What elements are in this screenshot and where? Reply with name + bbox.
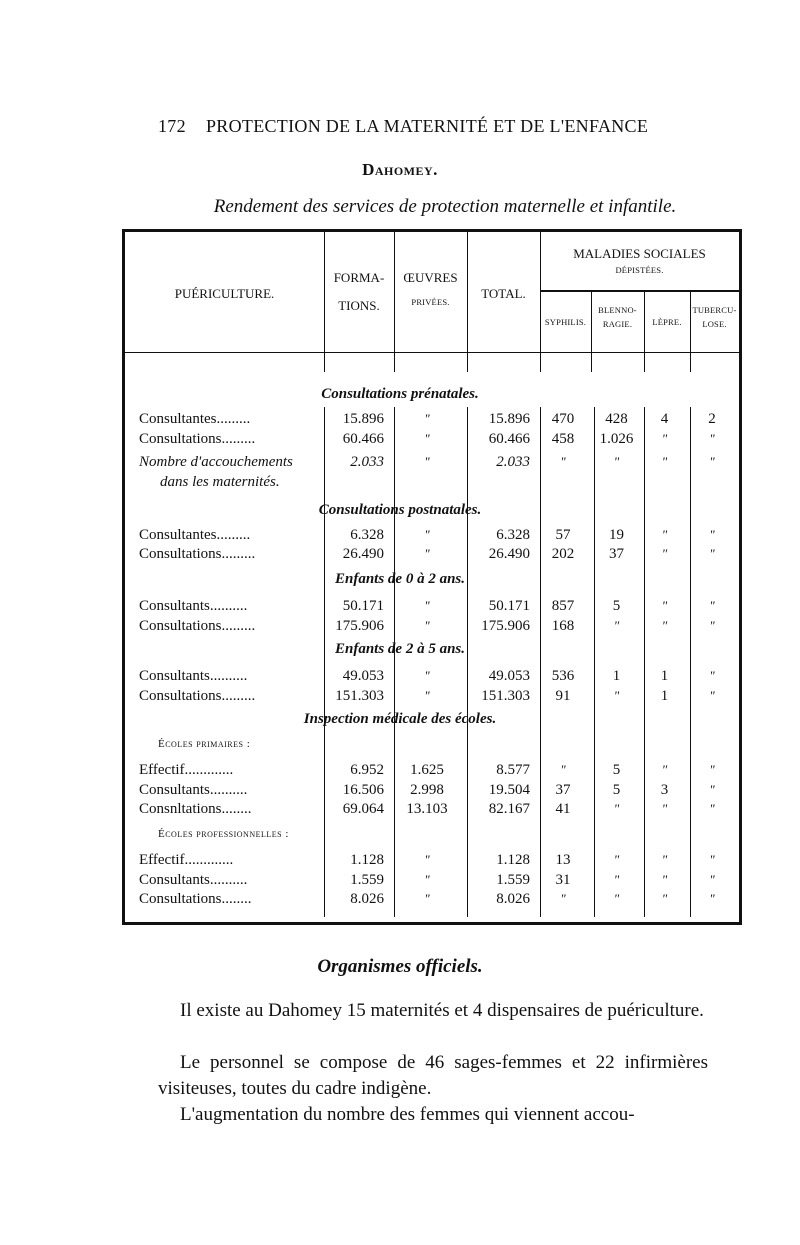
section-enfants-0-2: Enfants de 0 à 2 ans. [334,571,466,587]
cell-total: 1.559 [496,872,530,888]
cell-lepre: 1 [660,688,669,704]
cell-tuberculose: " [709,618,715,633]
cell-oeuvres: " [424,688,430,703]
cell-blennoragie: " [613,852,620,867]
cell-formations: 60.466 [342,431,384,447]
cell-syphilis: " [560,762,566,777]
row-label: Consultations......... [139,431,256,447]
col-rule-6 [644,292,645,372]
row-label: dans les maternités. [160,474,280,490]
header-maladies: MALADIES SOCIALES DÉPISTÉES. [573,246,706,275]
cell-formations: 1.559 [350,872,384,888]
cell-blennoragie: 19 [609,527,624,543]
cell-oeuvres: " [424,454,430,469]
table-row [122,430,742,448]
cell-oeuvres: " [424,598,430,613]
table-subtitle: Rendement des services de protection maternelle et infantile. [213,196,677,217]
cell-syphilis: 470 [551,411,575,427]
section-inspection: Inspection médicale des écoles. [303,711,497,727]
cell-blennoragie: 1 [612,668,621,684]
section-postnatal: Consultations postnatales. [318,502,482,518]
cell-syphilis: 458 [551,431,575,447]
cell-formations: 69.064 [342,801,384,817]
cell-total: 49.053 [488,668,530,684]
table-row [122,851,742,869]
paragraph-2: Le personnel se compose de 46 sages-femmes et 22 infirmières visiteuses, toutes du cadre indigène. [158,1052,708,1099]
header-blennoragie: BLENNO- RAGIE. [598,305,637,329]
table-row [122,453,742,471]
page-number: 172 [158,116,186,136]
row-label: Effectif............. [139,762,234,778]
row-label: Consultations........ [139,891,252,907]
cell-syphilis: 168 [551,618,575,634]
maladies-rule [540,290,739,292]
table-row [122,526,742,544]
cell-total: 19.504 [488,782,530,798]
cell-syphilis: 202 [551,546,575,562]
cell-tuberculose: " [709,891,715,906]
section-prenatal: Consultations prénatales. [321,386,479,402]
cell-blennoragie: " [613,454,620,469]
cell-syphilis: 13 [555,852,571,868]
row-label: Consultations......... [139,618,256,634]
cell-oeuvres: " [424,431,430,446]
cell-syphilis: 57 [555,527,571,543]
cell-total: 1.128 [496,852,530,868]
cell-tuberculose: 2 [708,411,716,427]
cell-blennoragie: 5 [612,762,621,778]
cell-tuberculose: " [709,431,715,446]
header-oeuvres: ŒUVRES PRIVÉES. [403,270,458,307]
cell-total: 175.906 [481,618,530,634]
cell-tuberculose: " [709,782,715,797]
paragraph-1: Il existe au Dahomey 15 maternités et 4 dispensaires de puériculture. [180,1000,704,1021]
cell-tuberculose: " [709,454,715,469]
row-label: Consultations......... [139,688,256,704]
cell-oeuvres: " [424,411,430,426]
cell-blennoragie: 1.026 [599,431,634,447]
cell-oeuvres: " [424,527,430,542]
group-ecoles-professionnelles: Écoles professionnelles : [158,828,289,840]
cell-tuberculose: " [709,762,715,777]
cell-lepre: " [661,527,668,542]
cell-syphilis: 41 [555,801,571,817]
cell-lepre: " [661,454,668,469]
cell-total: 82.167 [488,801,530,817]
cell-tuberculose: " [709,801,715,816]
cell-blennoragie: " [613,801,620,816]
cell-syphilis: 536 [551,668,575,684]
table-row [122,781,742,799]
cell-tuberculose: " [709,872,715,887]
header-tuberculose: TUBERCU- LOSE. [692,305,737,329]
header-rule [125,352,739,353]
cell-lepre: " [661,546,668,561]
cell-formations: 8.026 [350,891,384,907]
cell-total: 6.328 [496,527,530,543]
header-lepre: LÈPRE. [652,317,682,327]
cell-total: 15.896 [488,411,530,427]
cell-oeuvres: 1.625 [410,762,444,778]
header-formations: FORMA- TIONS. [333,270,385,313]
table-row [122,597,742,615]
table-row [122,871,742,889]
cell-formations: 151.303 [335,688,384,704]
cell-syphilis: 857 [551,598,575,614]
cell-syphilis: 31 [555,872,571,888]
cell-formations: 49.053 [342,668,384,684]
cell-blennoragie: 428 [605,411,628,427]
header-total: TOTAL. [481,286,526,301]
running-header [158,116,658,137]
cell-tuberculose: " [709,527,715,542]
table-row [122,617,742,635]
section-enfants-2-5: Enfants de 2 à 5 ans. [334,641,466,657]
table-row [122,800,742,818]
cell-oeuvres: " [424,546,430,561]
cell-oeuvres: " [424,891,430,906]
cell-syphilis: " [560,891,566,906]
paragraph-3: L'augmentation du nombre des femmes qui viennent accou- [180,1104,635,1125]
cell-formations: 26.490 [342,546,384,562]
country-heading: Dahomey. [362,160,438,179]
cell-oeuvres: " [424,872,430,887]
row-label: Consultantes......... [139,411,251,427]
cell-tuberculose: " [709,852,715,867]
row-label: Consultations......... [139,546,256,562]
cell-tuberculose: " [709,546,715,561]
cell-lepre: " [661,801,668,816]
cell-lepre: 1 [660,668,669,684]
cell-lepre: 3 [660,782,669,798]
cell-blennoragie: 37 [609,546,624,562]
table-row [122,890,742,908]
row-label: Consultantes......... [139,527,251,543]
cell-total: 8.577 [496,762,530,778]
row-label: Consultants.......... [139,872,248,888]
row-label: Consnltations........ [139,801,252,817]
cell-lepre: " [661,891,668,906]
cell-formations: 175.906 [335,618,384,634]
cell-total: 50.171 [488,598,530,614]
cell-lepre: " [661,431,668,446]
cell-blennoragie: " [613,618,620,633]
cell-blennoragie: 5 [612,782,621,798]
cell-blennoragie: " [613,872,620,887]
cell-lepre: " [661,598,668,613]
cell-formations: 1.128 [350,852,384,868]
row-label: Consultants.......... [139,598,248,614]
row-label: Nombre d'accouchements [139,454,293,470]
cell-oeuvres: 2.998 [410,782,444,798]
table-row [122,667,742,685]
table-row [122,545,742,563]
organismes-heading: Organismes officiels. [317,956,483,977]
cell-syphilis: " [560,454,566,469]
cell-formations: 6.952 [350,762,384,778]
cell-formations: 2.033 [350,454,384,470]
table-row [122,687,742,705]
row-label: Effectif............. [139,852,234,868]
cell-syphilis: 91 [555,688,571,704]
cell-total: 151.303 [481,688,530,704]
cell-formations: 16.506 [342,782,384,798]
cell-total: 2.033 [496,454,530,470]
cell-oeuvres: " [424,618,430,633]
cell-lepre: " [661,852,668,867]
cell-lepre: " [661,762,668,777]
table-row-continuation [122,473,742,491]
cell-total: 26.490 [488,546,530,562]
cell-oeuvres: " [424,668,430,683]
group-ecoles-primaires: Écoles primaires : [158,738,251,750]
cell-oeuvres: 13.103 [406,801,448,817]
cell-formations: 6.328 [350,527,384,543]
cell-tuberculose: " [709,688,715,703]
cell-tuberculose: " [709,668,715,683]
cell-lepre: " [661,618,668,633]
cell-oeuvres: " [424,852,430,867]
header-puericulture: PUÉRICULTURE. [174,286,275,301]
cell-blennoragie: 5 [612,598,621,614]
row-label: Consultants.......... [139,668,248,684]
cell-lepre: 4 [660,411,669,427]
header-syphilis: SYPHILIS. [544,317,587,327]
cell-total: 60.466 [488,431,530,447]
cell-formations: 15.896 [342,411,384,427]
cell-formations: 50.171 [342,598,384,614]
cell-blennoragie: " [613,891,620,906]
cell-syphilis: 37 [555,782,571,798]
table-row [122,410,742,428]
table-row [122,761,742,779]
cell-total: 8.026 [496,891,530,907]
cell-lepre: " [661,872,668,887]
row-label: Consultants.......... [139,782,248,798]
cell-blennoragie: " [613,688,620,703]
cell-tuberculose: " [709,598,715,613]
running-title: PROTECTION DE LA MATERNITÉ ET DE L'ENFANCE [206,116,649,136]
